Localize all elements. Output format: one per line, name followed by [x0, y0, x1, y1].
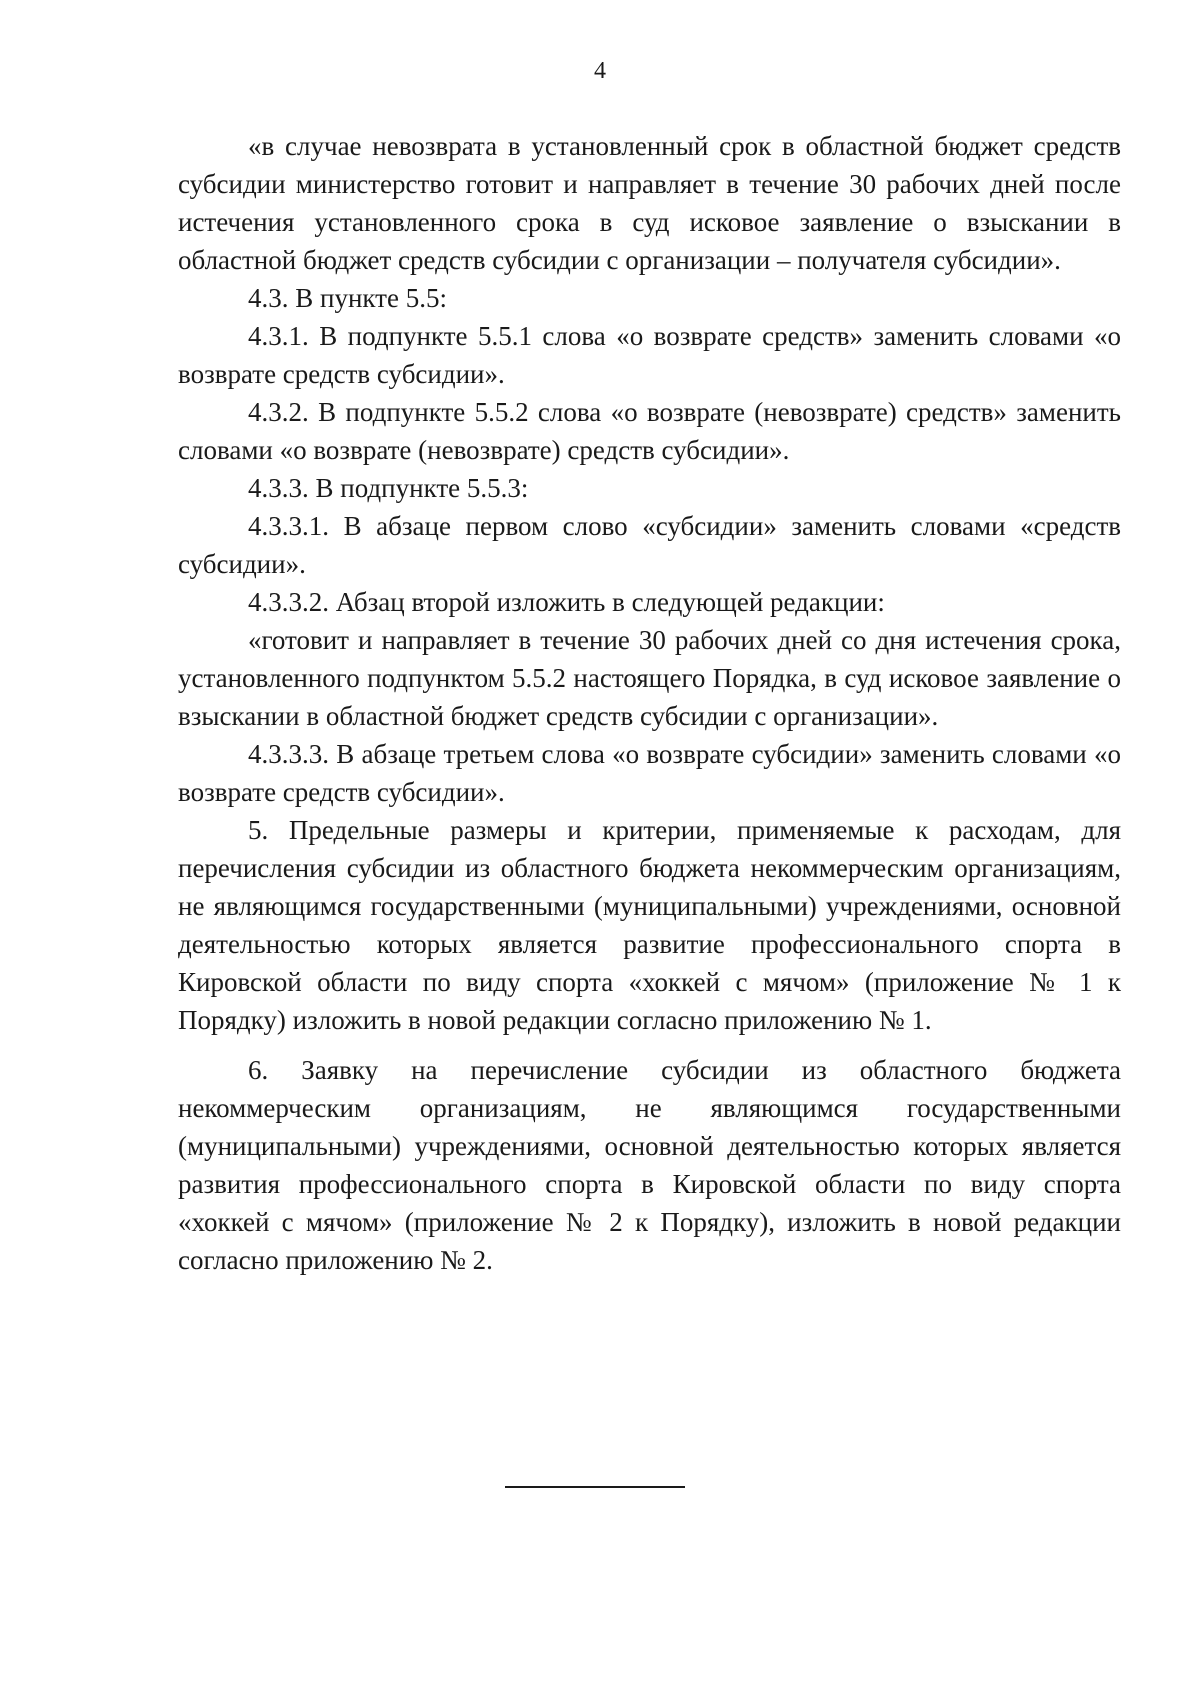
- paragraph-6: 6. Заявку на перечисление субсидии из областного бюджета некоммерческим организациям, не являющимся государственными (муниципальными) учреждениями, основной деятельностью которых является развития профессионального спорта в Кировской области по виду спорта «хоккей с мячом» (приложение № 2 к Порядку), изложить в новой редакции согласно приложению № 2.: [178, 1055, 1121, 1275]
- page-number: 4: [594, 58, 606, 84]
- paragraph-4-3-3-1: 4.3.3.1. В абзаце первом слово «субсидии» заменить словами «средств субсидии».: [178, 511, 1121, 579]
- paragraph-4-3-1: 4.3.1. В подпункте 5.5.1 слова «о возврате средств» заменить словами «о возврате средств субсидии».: [178, 321, 1121, 389]
- paragraph-4-3-3: 4.3.3. В подпункте 5.5.3:: [248, 473, 529, 503]
- end-of-text-rule: [505, 1486, 685, 1488]
- paragraph-4-3: 4.3. В пункте 5.5:: [248, 283, 447, 313]
- document-body: [178, 127, 1121, 1279]
- paragraph-quoted-edition: «готовит и направляет в течение 30 рабочих дней со дня истечения срока, установленного подпунктом 5.5.2 настоящего Порядка, в суд исковое заявление о взыскании в областной бюджет средств субсидии с организации».: [178, 625, 1121, 731]
- paragraph-4-3-3-2: 4.3.3.2. Абзац второй изложить в следующей редакции:: [248, 587, 885, 617]
- paragraph-return-clause: «в случае невозврата в установленный срок в областной бюджет средств субсидии министерство готовит и направляет в течение 30 рабочих дней после истечения установленного срока в суд исковое заявление о взыскании в областной бюджет средств субсидии с организации – получателя субсидии».: [178, 131, 1121, 275]
- paragraph-4-3-3-3: 4.3.3.3. В абзаце третьем слова «о возврате субсидии» заменить словами «о возврате средств субсидии».: [178, 739, 1121, 807]
- paragraph-5: 5. Предельные размеры и критерии, применяемые к расходам, для перечисления субсидии из областного бюджета некоммерческим организациям, не являющимся государственными (муниципальными) учреждениями, основной деятельностью которых является развитие профессионального спорта в Кировской области по виду спорта «хоккей с мячом» (приложение № 1 к Порядку) изложить в новой редакции согласно приложению № 1.: [178, 815, 1121, 1035]
- paragraph-4-3-2: 4.3.2. В подпункте 5.5.2 слова «о возврате (невозврате) средств» заменить словами «о возврате (невозврате) средств субсидии».: [178, 397, 1121, 465]
